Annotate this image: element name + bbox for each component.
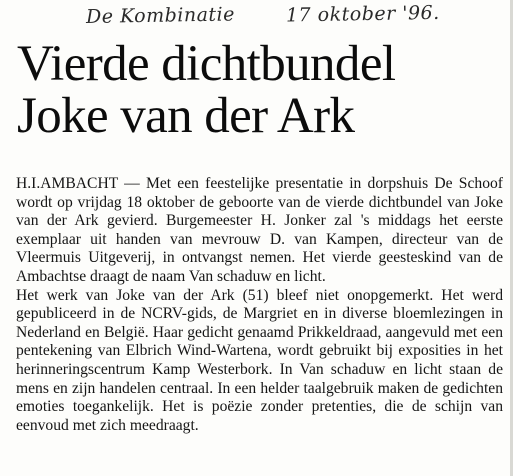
headline-line-1: Vierde dichtbundel — [17, 36, 396, 92]
article-body — [16, 175, 503, 435]
handwritten-annotation — [86, 0, 446, 32]
headline-line-2: Joke van der Ark — [17, 88, 355, 144]
article-paragraph: H.I.AMBACHT — Met een feestelijke presentatie in dorpshuis De Schoof wordt op vrijdag 18 oktober de geboorte van de vierde dichtbundel van Joke van der Ark gevierd. Burgemeester H. Jonker zal 's middags het eerste exemplaar uit handen van mevrouw D. van Kampen, directeur van de Vleermuis Uitgeverij, in ontvangst nemen. Het vierde geesteskind van de Ambachtse draagt de naam Van schaduw en licht. — [16, 175, 503, 285]
handwritten-source: De Kombinatie — [85, 3, 236, 28]
article-headline — [17, 38, 507, 142]
article-paragraph: Het werk van Joke van der Ark (51) bleef niet onopgemerkt. Het werd gepubliceerd in de NCRV-gids, de Margriet en in diverse bloemlezingen in Nederland en België. Haar gedicht genaamd Prikkeldraad, aangevuld met een pentekening van Elbrich Wind-Wartena, wordt gebruikt bij exposities in het herinneringscentrum Kamp Westerbork. In Van schaduw en licht staan de mens en zijn handelen centraal. In een helder taalgebruik maken de gedichten emoties toegankelijk. Het is poëzie zonder pretenties, die de schijn van eenvoud met zich meedraagt. — [16, 286, 503, 434]
handwritten-date: 17 oktober '96. — [285, 1, 440, 27]
